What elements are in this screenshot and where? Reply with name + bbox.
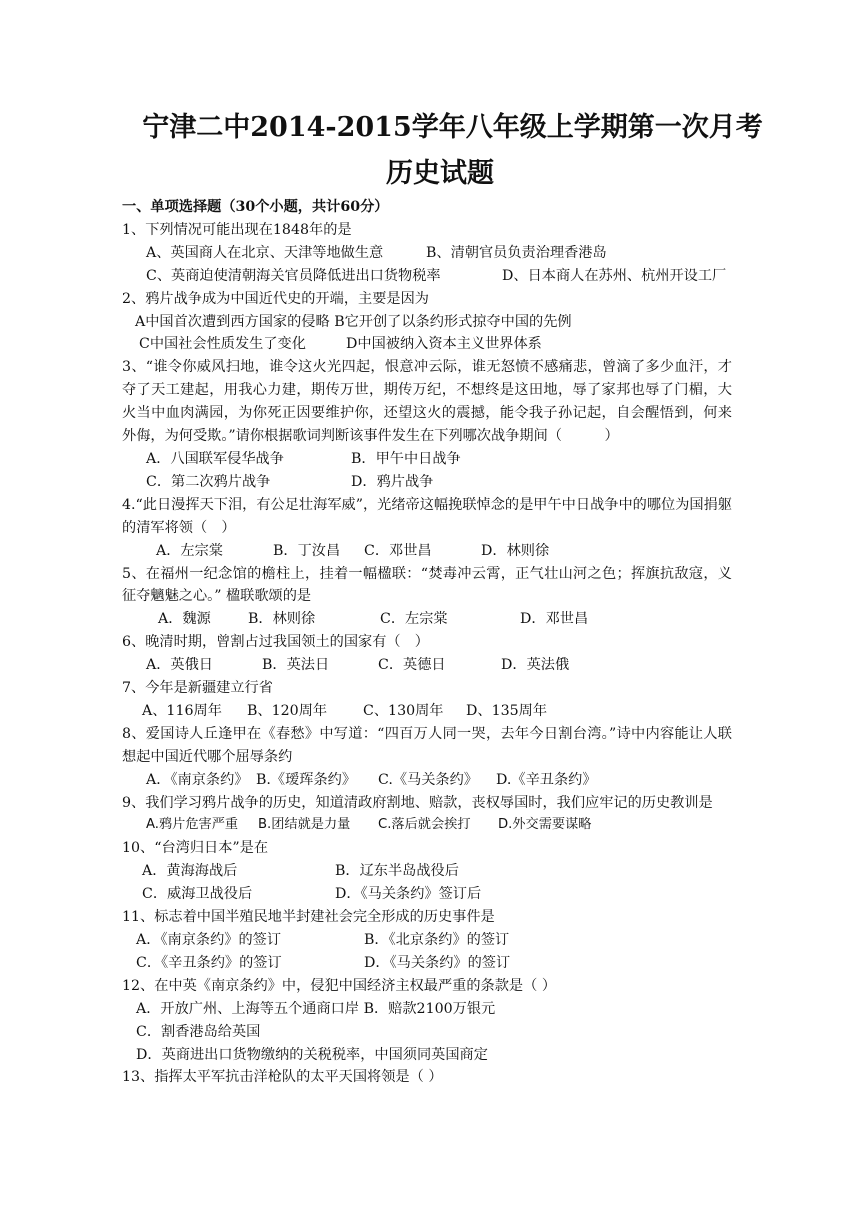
exam-subtitle: 历史试题 — [386, 158, 494, 189]
question-2-stem: 2、鸦片战争成为中国近代史的开端，主要是因为 — [122, 290, 429, 307]
question-12-option-ab: A．开放广州、上海等五个通商口岸 B．赔款2100万银元 — [136, 1000, 496, 1017]
question-13-stem: 13、指挥太平军抗击洋枪队的太平天国将领是（ ） — [122, 1069, 443, 1086]
question-1-stem: 1、下列情况可能出现在1848年的是 — [122, 221, 352, 238]
question-6-option-c: C．英德日 — [378, 657, 446, 674]
question-4-option-c: C．邓世昌 — [364, 542, 432, 559]
question-1-option-c: C、英商迫使清朝海关官员降低进出口货物税率 — [146, 267, 441, 284]
question-10-option-a: A．黄海海战后 — [142, 863, 238, 880]
question-5-option-d: D．邓世昌 — [520, 611, 589, 628]
question-7-stem: 7、今年是新疆建立行省 — [122, 680, 273, 697]
question-5-option-c: C．左宗棠 — [380, 611, 448, 628]
question-11-options-row1 — [122, 929, 732, 952]
question-12-option-c: C．割香港岛给英国 — [136, 1023, 261, 1040]
question-10-options-row2 — [122, 883, 732, 906]
question-11-option-d: D．《马关条约》的签订 — [364, 954, 511, 971]
question-2-option-d: D中国被纳入资本主义世界体系 — [346, 336, 542, 353]
question-11-option-c: C．《辛丑条约》的签订 — [136, 954, 282, 971]
question-6-stem: 6、晚清时期，曾割占过我国领土的国家有（ ） — [122, 634, 429, 651]
question-11-stem: 11、标志着中国半殖民地半封建社会完全形成的历史事件是 — [122, 909, 495, 926]
question-4-option-b: B．丁汝昌 — [273, 542, 341, 559]
question-1-options-row2 — [122, 265, 732, 288]
question-2-option-c: C中国社会性质发生了变化 — [139, 336, 306, 353]
question-7-option-a: A、116周年 — [142, 702, 222, 719]
question-5-options — [122, 608, 732, 631]
question-9-option-c: C.落后就会挨打 — [378, 817, 471, 833]
question-6-option-d: D．英法俄 — [501, 657, 570, 674]
question-9-option-b: B.团结就是力量 — [258, 817, 351, 833]
question-9-option-d: D.外交需要谋略 — [498, 817, 592, 833]
question-10-options-row1 — [122, 860, 732, 883]
question-6-option-a: A．英俄日 — [146, 657, 213, 674]
exam-title: 宁津二中2014-2015学年八年级上学期第一次月考 — [142, 112, 763, 143]
question-3-option-d: D．鸦片战争 — [351, 473, 434, 490]
question-5-option-b: B．林则徐 — [248, 611, 316, 628]
question-4-option-a: A．左宗棠 — [156, 542, 223, 559]
section-heading: 一、单项选择题（30个小题，共计60分） — [122, 199, 389, 215]
question-5-stem: 5、在福州一纪念馆的檐柱上，挂着一幅楹联：“焚毒冲云霄，正气壮山河之色；挥旗抗敌寇，义征夺魑魅之心。” 楹联歌颂的是 — [122, 565, 732, 605]
question-12-stem: 12、在中英《南京条约》中，侵犯中国经济主权最严重的条款是（ ） — [122, 977, 557, 994]
question-2-option-ab: A中国首次遭到西方国家的侵略 B它开创了以条约形式掠夺中国的先例 — [135, 313, 572, 330]
question-7-option-c: C、130周年 — [363, 702, 444, 719]
question-3-option-b: B．甲午中日战争 — [351, 450, 461, 467]
question-9-options — [122, 814, 732, 837]
question-7-option-b: B、120周年 — [247, 702, 328, 719]
question-8-option-c: C.《马关条约》 — [378, 771, 478, 788]
exam-content — [122, 196, 732, 1089]
question-9-stem: 9、我们学习鸦片战争的历史，知道清政府割地、赔款，丧权辱国时，我们应牢记的历史教训是 — [122, 794, 713, 811]
question-10-stem: 10、“台湾归日本”是在 — [122, 840, 269, 857]
question-5-option-a: A．魏源 — [158, 611, 211, 628]
question-1-option-d: D、日本商人在苏州、杭州开设工厂 — [502, 267, 727, 284]
question-3-option-a: A．八国联军侵华战争 — [146, 450, 284, 467]
question-8-option-a: A．《南京条约》 — [146, 771, 249, 788]
question-8-stem: 8、爱国诗人丘逢甲在《春愁》中写道：“四百万人同一哭，去年今日割台湾。”诗中内容能让人联想起中国近代哪个屈辱条约 — [122, 725, 732, 765]
question-6-option-b: B．英法日 — [262, 657, 330, 674]
question-7-options — [122, 700, 732, 723]
question-3-options-row2 — [122, 471, 732, 494]
question-3-options-row1 — [122, 448, 732, 471]
question-7-option-d: D、135周年 — [466, 702, 548, 719]
question-10-option-d: D．《马关条约》签订后 — [335, 886, 482, 903]
question-4-options — [122, 540, 732, 563]
question-2-options-row2 — [122, 333, 732, 356]
question-1-option-b: B、清朝官员负责治理香港岛 — [426, 244, 607, 261]
question-8-options — [122, 769, 732, 792]
question-3-option-c: C．第二次鸦片战争 — [146, 473, 271, 490]
question-8-option-d: D.《辛丑条约》 — [496, 771, 597, 788]
question-12-option-d: D．英商进出口货物缴纳的关税税率，中国须同英国商定 — [136, 1046, 488, 1063]
question-3-stem: 3、“谁令你威风扫地，谁令这火光四起，恨意冲云际，谁无怒愤不感痛悲，曾滴了多少血汗，才夺了天工建起，用我心力建，期传万世，期传万纪，不想终是这田地，辱了家邦也辱了门楣，大火当中血肉满园，为你死正因要维护你，还望这火的震撼，能令我子孙记起，自会醒悟到，何来外侮，为何受欺。”请你根据歌词判断该事件发生在下列哪次战争期间（ ） — [122, 359, 732, 445]
question-8-option-b: B.《瑷珲条约》 — [256, 771, 357, 788]
question-10-option-b: B．辽东半岛战役后 — [335, 863, 459, 880]
question-1-option-a: A、英国商人在北京、天津等地做生意 — [146, 244, 384, 261]
question-4-stem: 4.“此日漫挥天下泪，有公足壮海军威”，光绪帝这幅挽联悼念的是甲午中日战争中的哪位为国捐躯的清军将领（ ） — [122, 496, 732, 536]
question-1-options-row1 — [122, 242, 732, 265]
question-11-option-b: B．《北京条约》的签订 — [364, 932, 510, 948]
question-11-option-a: A．《南京条约》的签订 — [136, 932, 282, 948]
question-6-options — [122, 654, 732, 677]
question-4-option-d: D．林则徐 — [481, 542, 550, 559]
question-10-option-c: C．威海卫战役后 — [142, 886, 253, 903]
question-11-options-row2 — [122, 952, 732, 975]
question-9-option-a: A.鸦片危害严重 — [146, 817, 239, 833]
